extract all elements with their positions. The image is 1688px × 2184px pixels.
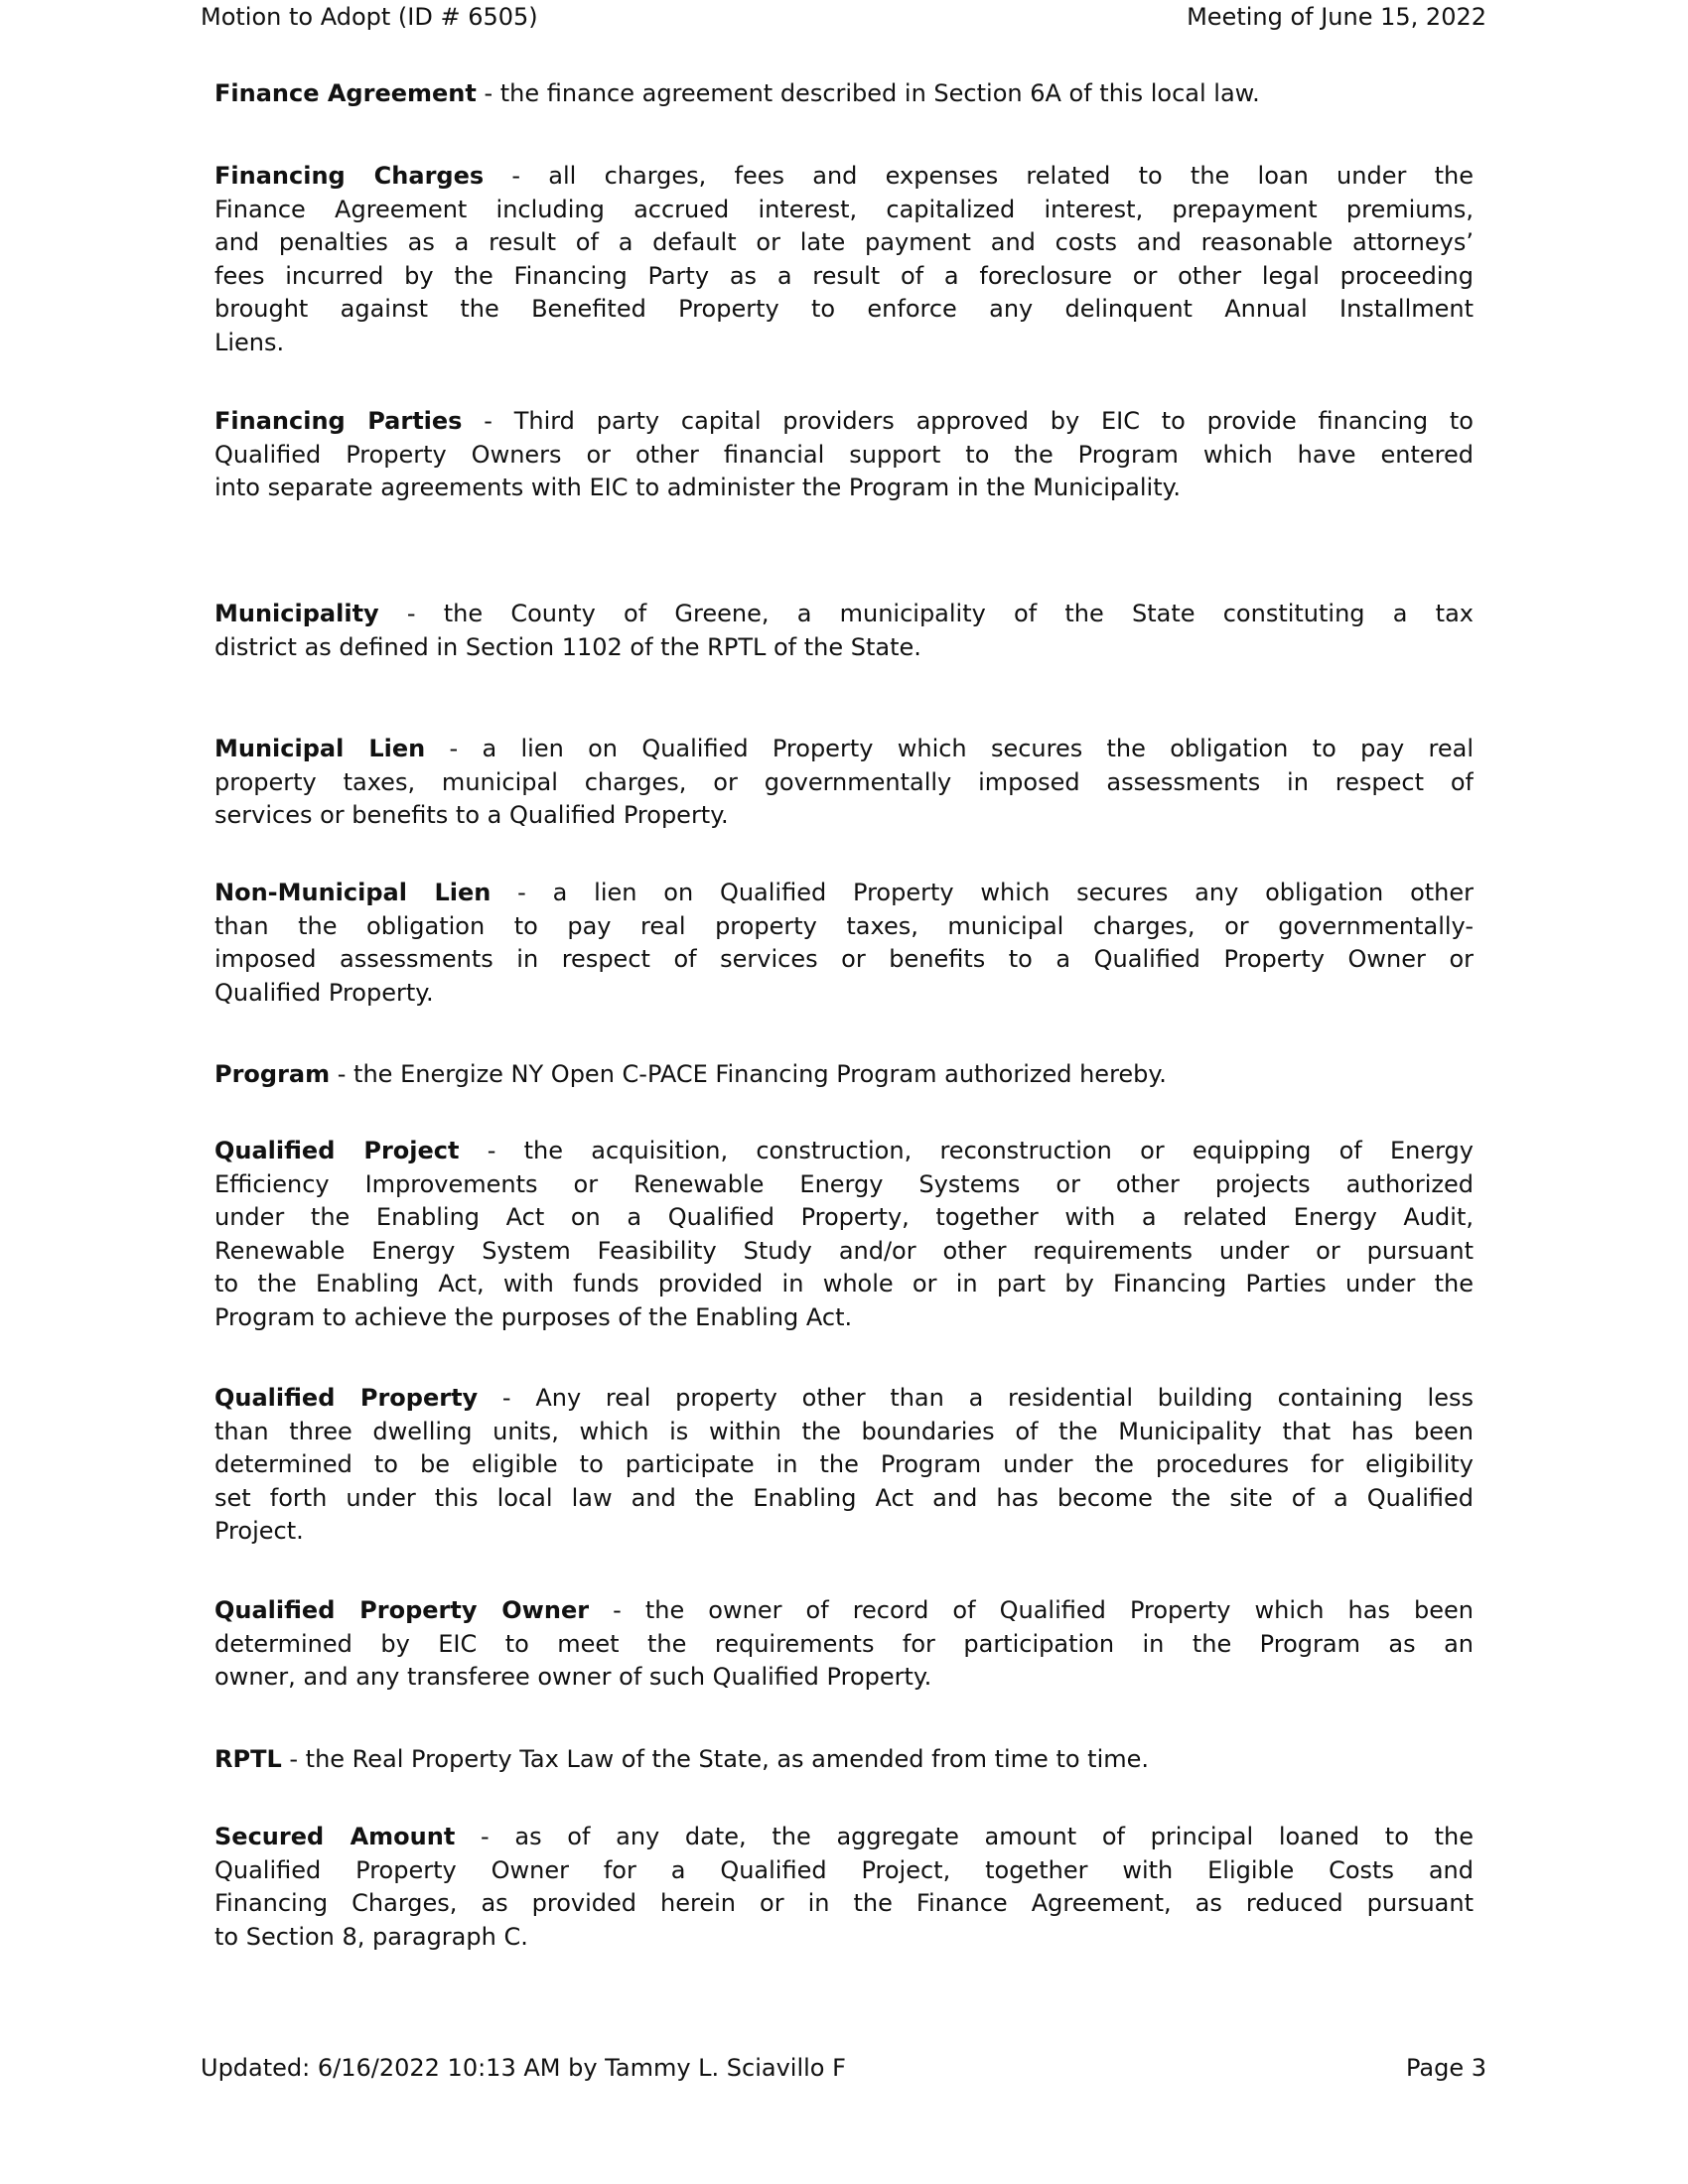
definition-line <box>214 1168 1474 1202</box>
definition-line <box>214 293 1474 327</box>
definition-line <box>214 226 1474 260</box>
definition-line <box>214 327 1474 360</box>
definition-text: Financing Charges, as provided herein or in the Finance Agreement, as reduced pursuant <box>214 1889 1474 1917</box>
definition-line <box>214 1448 1474 1482</box>
definition-qualified-project <box>214 1135 1474 1334</box>
definition-finance-agreement <box>214 77 1474 111</box>
definition-line <box>214 194 1474 227</box>
definition-text: district as defined in Section 1102 of the RPTL of the State. <box>214 632 921 661</box>
definition-line <box>214 1382 1474 1416</box>
header-meeting-date: Meeting of June 15, 2022 <box>1187 3 1486 31</box>
definition-line <box>214 1921 1474 1955</box>
definition-text: under the Enabling Act on a Qualified Property, together with a related Energy Audit, <box>214 1203 1474 1231</box>
definition-financing-charges <box>214 160 1474 359</box>
definition-secured-amount <box>214 1821 1474 1954</box>
definition-line <box>214 1515 1474 1549</box>
definition-text: and penalties as a result of a default or late payment and costs and reasonable attorneys’ <box>214 228 1474 256</box>
definition-text: Liens. <box>214 328 285 356</box>
definition-line <box>214 160 1474 194</box>
definition-term: Qualified Property <box>214 1384 479 1412</box>
footer-page-number: Page 3 <box>1406 2054 1486 2082</box>
definition-text: property taxes, municipal charges, or governmentally imposed assessments in respect of <box>214 767 1474 796</box>
definition-text: - the County of Greene, a municipality of the State constituting a tax <box>378 600 1474 627</box>
definition-line <box>214 1594 1474 1628</box>
definition-line <box>214 77 1474 111</box>
definition-text: owner, and any transferee owner of such Qualified Property. <box>214 1663 932 1691</box>
definition-term: Non-Municipal Lien <box>214 879 492 906</box>
definition-text: Project. <box>214 1517 304 1545</box>
definition-text: set forth under this local law and the Enabling Act and has become the site of a Qualified <box>214 1483 1474 1512</box>
definition-text: - Any real property other than a residential building containing less <box>478 1384 1474 1412</box>
definition-term: Finance Agreement <box>214 79 477 107</box>
definition-line <box>214 631 1474 665</box>
definition-line <box>214 1058 1474 1092</box>
definition-line <box>214 943 1474 977</box>
definition-line <box>214 799 1474 833</box>
definition-text: Program to achieve the purposes of the Enabling Act. <box>214 1302 853 1331</box>
definition-line <box>214 260 1474 294</box>
definition-term: Financing Parties <box>214 407 463 435</box>
definition-line <box>214 1235 1474 1269</box>
definition-financing-parties <box>214 405 1474 505</box>
definition-text: to Section 8, paragraph C. <box>214 1922 528 1951</box>
definition-line <box>214 1301 1474 1335</box>
definition-text: - the Energize NY Open C-PACE Financing Program authorized hereby. <box>330 1060 1167 1088</box>
definition-text: - Third party capital providers approved by EIC to provide financing to <box>462 407 1474 435</box>
definition-text: - all charges, fees and expenses related to the loan under the <box>484 162 1474 190</box>
definition-text: into separate agreements with EIC to administer the Program in the Municipality. <box>214 474 1182 501</box>
definition-line <box>214 766 1474 800</box>
definition-text: Renewable Energy System Feasibility Study and/or other requirements under or pursuant <box>214 1236 1474 1265</box>
definition-text: - a lien on Qualified Property which secures the obligation to pay real <box>425 735 1474 762</box>
definition-text: - the owner of record of Qualified Property which has been <box>589 1596 1474 1624</box>
definition-text: imposed assessments in respect of services or benefits to a Qualified Property Owner or <box>214 945 1474 973</box>
definition-text: - the finance agreement described in Section 6A of this local law. <box>476 79 1260 107</box>
definition-line <box>214 1887 1474 1921</box>
definition-rptl <box>214 1743 1474 1777</box>
definition-line <box>214 1821 1474 1854</box>
definition-line <box>214 598 1474 631</box>
definition-text: - the Real Property Tax Law of the State, as amended from time to time. <box>281 1745 1150 1773</box>
definition-text: - the acquisition, construction, reconstruction or equipping of Energy <box>459 1137 1474 1164</box>
definition-line <box>214 733 1474 766</box>
definition-text: Efficiency Improvements or Renewable Energy Systems or other projects authorized <box>214 1169 1474 1198</box>
definition-line <box>214 877 1474 910</box>
definition-qualified-property-owner <box>214 1594 1474 1695</box>
definition-line <box>214 1201 1474 1235</box>
definition-program <box>214 1058 1474 1092</box>
definition-term: Municipality <box>214 600 379 627</box>
definition-text: than the obligation to pay real property taxes, municipal charges, or governmentally- <box>214 911 1474 940</box>
definition-line <box>214 1268 1474 1301</box>
definition-text: - as of any date, the aggregate amount of principal loaned to the <box>455 1823 1474 1850</box>
definition-line <box>214 1482 1474 1516</box>
definition-line <box>214 439 1474 473</box>
definition-municipality <box>214 598 1474 664</box>
definition-line <box>214 1661 1474 1695</box>
definition-line <box>214 977 1474 1011</box>
definition-line <box>214 1416 1474 1449</box>
definition-non-municipal-lien <box>214 877 1474 1010</box>
definition-text: - a lien on Qualified Property which secures any obligation other <box>491 879 1474 906</box>
definition-term: RPTL <box>214 1745 282 1773</box>
footer-updated-info: Updated: 6/16/2022 10:13 AM by Tammy L. Sciavillo F <box>201 2054 846 2082</box>
definition-term: Secured Amount <box>214 1823 456 1850</box>
definition-municipal-lien <box>214 733 1474 833</box>
definition-text: Qualified Property Owners or other financial support to the Program which have entered <box>214 440 1474 469</box>
definition-line <box>214 1628 1474 1662</box>
definition-text: services or benefits to a Qualified Property. <box>214 801 729 829</box>
definition-text: Finance Agreement including accrued interest, capitalized interest, prepayment premiums, <box>214 195 1474 223</box>
definition-line <box>214 1743 1474 1777</box>
definition-text: Qualified Property Owner for a Qualified Project, together with Eligible Costs and <box>214 1855 1474 1884</box>
definition-line <box>214 405 1474 439</box>
definition-term: Municipal Lien <box>214 735 426 762</box>
header-motion-id: Motion to Adopt (ID # 6505) <box>201 3 538 31</box>
definition-line <box>214 472 1474 505</box>
definition-term: Qualified Project <box>214 1137 460 1164</box>
definition-line <box>214 1135 1474 1168</box>
definition-line <box>214 1854 1474 1888</box>
definition-text: to the Enabling Act, with funds provided in whole or in part by Financing Parties under the <box>214 1270 1474 1297</box>
definition-text: determined by EIC to meet the requirements for participation in the Program as an <box>214 1629 1474 1658</box>
definition-text: Qualified Property. <box>214 978 434 1007</box>
definition-qualified-property <box>214 1382 1474 1549</box>
definition-text: fees incurred by the Financing Party as a result of a foreclosure or other legal proceeding <box>214 261 1474 290</box>
definition-term: Financing Charges <box>214 162 485 190</box>
definition-text: than three dwelling units, which is within the boundaries of the Municipality that has been <box>214 1417 1474 1445</box>
definition-term: Qualified Property Owner <box>214 1596 590 1624</box>
definition-term: Program <box>214 1060 331 1088</box>
definition-text: brought against the Benefited Property to enforce any delinquent Annual Installment <box>214 295 1474 323</box>
definition-line <box>214 910 1474 944</box>
definition-text: determined to be eligible to participate in the Program under the procedures for eligibility <box>214 1450 1474 1478</box>
